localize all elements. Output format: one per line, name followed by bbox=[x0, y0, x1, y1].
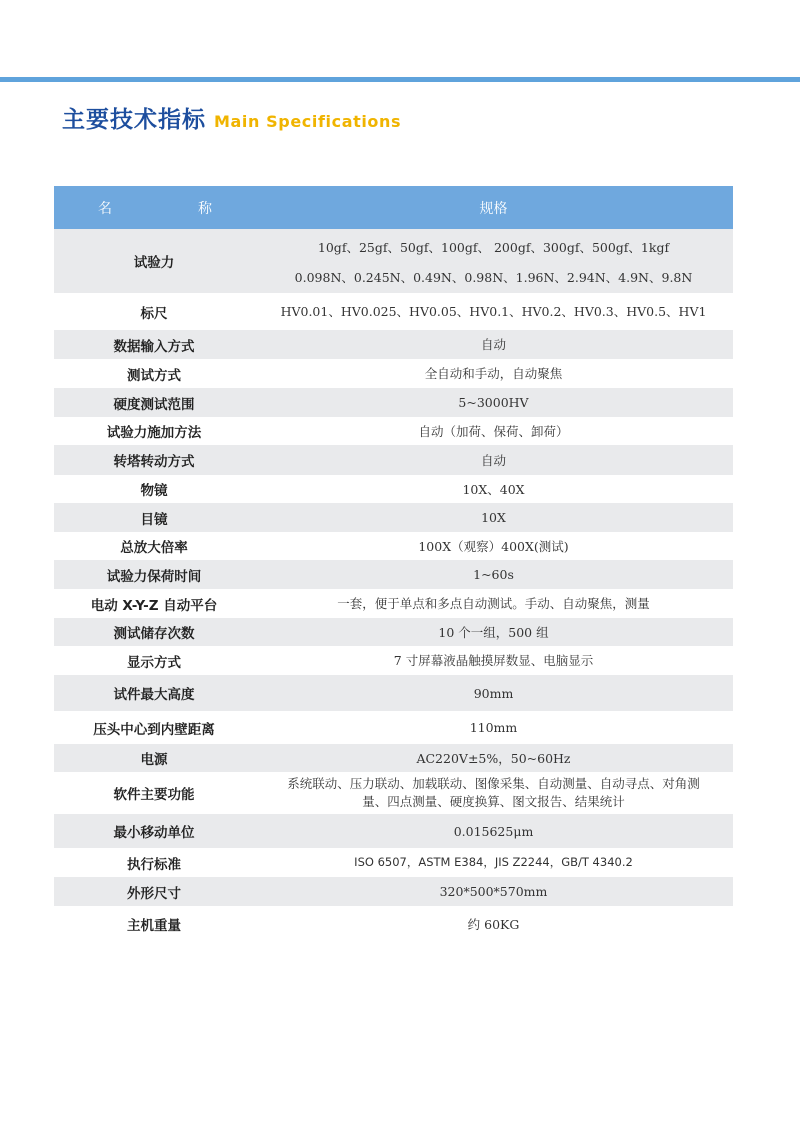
row-name: 数据输入方式 bbox=[54, 330, 254, 359]
row-name: 外形尺寸 bbox=[54, 877, 254, 906]
page-title bbox=[62, 101, 401, 135]
row-name: 测试方式 bbox=[127, 367, 181, 384]
table-row bbox=[54, 532, 733, 560]
table-row bbox=[54, 417, 733, 445]
table-row bbox=[54, 877, 733, 906]
row-name: 总放大倍率 bbox=[120, 540, 188, 556]
row-name: 软件主要功能 bbox=[113, 787, 195, 803]
table-row bbox=[54, 744, 733, 772]
row-value: 320*500*570mm bbox=[254, 877, 733, 906]
row-value: AC220V±5%，50~60Hz bbox=[254, 744, 733, 772]
row-value: 自动（加荷、保荷、卸荷） bbox=[418, 423, 569, 439]
row-name: 测试储存次数 bbox=[54, 618, 254, 646]
table-row bbox=[54, 589, 733, 618]
row-name: 执行标准 bbox=[127, 856, 181, 873]
table-row bbox=[54, 906, 733, 942]
row-value: 100X（观察）400X(测试) bbox=[418, 538, 569, 554]
row-value: ISO 6507，ASTM E384，JIS Z2244，GB/T 4340.2 bbox=[354, 855, 633, 869]
row-value: 0.015625μm bbox=[254, 814, 733, 848]
table-row bbox=[54, 772, 733, 814]
row-value: 约 60KG bbox=[467, 916, 520, 932]
table-row bbox=[54, 618, 733, 646]
row-value: HV0.01、HV0.025、HV0.05、HV0.1、HV0.2、HV0.3、HV0.5、HV1 bbox=[280, 304, 707, 319]
row-name: 标尺 bbox=[140, 305, 168, 322]
row-value: 10X、40X bbox=[462, 481, 525, 497]
row-value: 一套，便于单点和多点自动测试。手动、自动聚焦，测量 bbox=[337, 596, 650, 611]
row-name: 转塔转动方式 bbox=[54, 445, 254, 475]
table-row bbox=[54, 646, 733, 675]
table-row bbox=[54, 475, 733, 503]
row-name: 主机重量 bbox=[127, 918, 181, 934]
table-row bbox=[54, 560, 733, 589]
table-row bbox=[54, 814, 733, 848]
header-name bbox=[54, 186, 254, 229]
row-name: 物镜 bbox=[140, 483, 168, 499]
row-name: 电源 bbox=[54, 744, 254, 772]
row-name: 试验力 bbox=[54, 229, 254, 293]
table-row bbox=[54, 675, 733, 711]
table-row bbox=[54, 503, 733, 532]
row-value: 90mm bbox=[254, 675, 733, 711]
row-value: 自动 bbox=[254, 445, 733, 475]
row-value: 7 寸屏幕液晶触摸屏数显、电脑显示 bbox=[393, 653, 594, 668]
table-row bbox=[54, 848, 733, 877]
row-value-line-1: 10gf、25gf、50gf、100gf、 200gf、300gf、500gf、1kgf bbox=[317, 240, 670, 255]
row-name: 试验力施加方法 bbox=[106, 425, 202, 441]
row-value: 1~60s bbox=[254, 560, 733, 589]
table-row bbox=[54, 330, 733, 359]
row-value-line-2: 量、四点测量、硬度换算、图文报告、结果统计 bbox=[362, 794, 625, 809]
table-row bbox=[54, 445, 733, 475]
header-name-char-1: 名 bbox=[98, 200, 112, 217]
row-name: 试验力保荷时间 bbox=[54, 560, 254, 589]
row-name: 电动 X-Y-Z 自动平台 bbox=[90, 597, 218, 614]
row-value bbox=[254, 772, 733, 814]
header-spec: 规格 bbox=[254, 186, 733, 229]
title-chinese: 主要技术指标 bbox=[62, 107, 206, 133]
row-value: 10X bbox=[254, 503, 733, 532]
row-value: 自动 bbox=[254, 330, 733, 359]
table-row bbox=[54, 359, 733, 388]
row-name: 最小移动单位 bbox=[54, 814, 254, 848]
top-rule bbox=[0, 77, 800, 82]
row-value-line-1: 系统联动、压力联动、加载联动、图像采集、自动测量、自动寻点、对角测 bbox=[287, 776, 700, 791]
row-value: 10 个一组，500 组 bbox=[254, 618, 733, 646]
row-name: 硬度测试范围 bbox=[54, 388, 254, 417]
spec-table bbox=[54, 186, 733, 942]
table-row bbox=[54, 711, 733, 744]
table-row bbox=[54, 229, 733, 293]
row-value-line-2: 0.098N、0.245N、0.49N、0.98N、1.96N、2.94N、4.9N、9.8N bbox=[294, 270, 693, 285]
table-row bbox=[54, 388, 733, 417]
row-value: 110mm bbox=[469, 720, 518, 735]
table-row bbox=[54, 293, 733, 330]
title-english: Main Specifications bbox=[214, 112, 402, 131]
row-name: 显示方式 bbox=[127, 654, 181, 671]
row-value: 5~3000HV bbox=[254, 388, 733, 417]
header-name-char-2: 称 bbox=[198, 200, 212, 217]
row-name: 目镜 bbox=[54, 503, 254, 532]
table-header-row bbox=[54, 186, 733, 229]
row-name: 压头中心到内壁距离 bbox=[93, 721, 215, 738]
row-value bbox=[254, 229, 733, 293]
row-name: 试件最大高度 bbox=[54, 675, 254, 711]
row-value: 全自动和手动，自动聚焦 bbox=[424, 366, 563, 381]
